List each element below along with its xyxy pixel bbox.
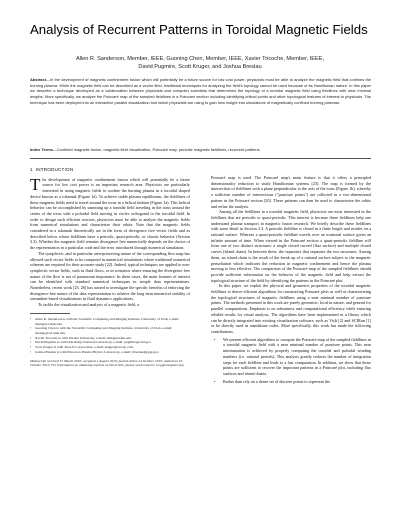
abstract-text: —In the development of magnetic confinement fusion which will potentially be a future source for low cost power, physicists must be able to analyze the magnetic field that confines the burning plasma. While the magnetic field can be described as a vector field, traditional techniques for analyzing the field's topology cannot be used because of its Hamiltonian nature. In this paper we describe a technique developed as a collaboration between physicists and computer scientists that determines the topology of a toroidal magnetic field using fieldlines with near minimal lengths. More specifically, we analyze the Poincaré map of the sampled fieldlines in a Poincaré section including identifying critical points and other topological features of interest to physicists. The technique has been deployed into an interactive parallel visualization tool which physicists are using to gain new insight into simulations of magnetically confined burning plasmas. (30, 77, 371, 105)
list-item: • We present efficient algorithms to compute the Poincaré map of the sampled fieldlines in a toroidal magnetic field with a near minimal number of puncture points. This near minimization is achieved by properly computing the toroidal and poloidal winding numbers (i.e. rational periods). This analysis greatly reduces the number of integration steps for each fieldline and leads to a fast computation. In addition, we show that those points are sufficient to recover the important patterns in a Poincaré plot, including flux surfaces and island chains. (211, 337, 371, 377)
index-terms-label: Index Terms (30, 147, 53, 152)
author-line-1: Allen R. Sanderson, Member, IEEE, Guoning Chen, Member, IEEE, Xavier Tricoche, Member, IEEE, (75, 56, 325, 62)
index-terms (30, 147, 371, 153)
bullet-icon: • (30, 345, 32, 350)
author-footnotes (30, 317, 190, 355)
author-line-2: David Pugmire, Scott Kruger, and Joshua Breslau (138, 63, 262, 70)
section-number: 1 (30, 167, 33, 172)
footnote-item: • David Pugmire is with Oak Ridge National Laboratory, e-mail: pugmire@ornl.gov. (30, 340, 152, 345)
list-item: • Rather than rely on a dense set of discrete points to represent the (211, 379, 371, 385)
bullet-icon: • (214, 336, 216, 342)
right-paragraph-3: In this paper, we exploit the physical and geometric properties of the toroidal magnetic fieldlines to derive efficient algorithms for constructing Poincaré plots as well as characterizing the topological structures of magnetic fieldlines using a near minimal number of puncture points. The methods presented in this work are purely geometric, local in nature, and general for parallel computations. Emphasis is on robustness and computational efficiency while ensuring reliable results for visual analysis. The algorithms have been implemented in a library which can be directly integrated into existing visualization software, such as VisIt [2] and SCIRun [1] or be directly used as standalone codes. More specifically, this work has made the following contributions. (211, 283, 371, 334)
bullet-icon: • (30, 340, 32, 345)
footnote-item: • Xavier Tricoche is with Purdue University, e-mail: xmt@purdue.edu. (30, 335, 132, 340)
publication-note: Manuscript received 31 March 2010; accepted 1 August 2010; posted online 24 October 2010; mailed on 16 October 2010. For information on obtaining reprints of this article, please send email to: tvcg@computer.org. (30, 358, 185, 368)
dropcap: T (30, 174, 41, 194)
left-column (30, 167, 190, 368)
section-title: INTRODUCTION (35, 167, 74, 172)
bullet-icon: • (30, 335, 32, 340)
intro-paragraph-2: The symplectic, and in particular area-preserving nature of the corresponding flow map has allowed such vector fields to be computed in numerical simulations where traditional numerical schemes are required for their accurate study [22]. Indeed, typical techniques are applied to non-symplectic vector fields, such as fluid flows, or in scenarios where ensuring the divergence free nature of the flow is not of paramount importance. In these cases, the main features of interest can be identified with standard numerical techniques in simple data representations. Nonetheless, recent work [25, 26] has started to investigate the specific benefits of enforcing the divergence-free nature of the data representation to achieve the long term numerical stability of streamline-based visualizations in fluid dynamics applications. (30, 250, 190, 302)
right-column (211, 175, 371, 384)
intro-paragraph-1 (30, 174, 190, 251)
author-list (30, 56, 370, 71)
bullet-icon: • (30, 349, 32, 354)
footnote-item: • Joshua Breslau is with Princeton Plasma Physics Laboratory, e-mail: jbreslau@pppl.gov. (30, 349, 160, 354)
intro-paragraph-1-text: he development of magnetic confinement fusion which will potentially be a future source for low cost power is an important research area. Physicists are particularly interested in using magnetic fields to confine the burning plasma in a toroidal shaped device known as a tokamak (Figure 1a). To achieve stable plasma equilibrium, the fieldlines of these magnetic fields need to travel around the torus in a helical fashion (Figure 1a). This helical behavior can be accomplished by summing up a toroidal field traveling in the torus around the center of the torus with a poloidal field moving in circles orthogonal to the toroidal field. In order to design such efficient reactors, physicists must be able to analyze the magnetic fields from numerical simulations and characterize their orbits. Note that the magnetic fields considered in a tokamak theoretically are in the form of divergence free vector fields and as described below whose fieldlines have a periodic, quasi-periodic, or chaotic behavior (Section 3.3). Whether the magnetic field remains divergence free numerically depends on the choice of the representation in a particular code and the error introduced through numerical simulation. (30, 176, 190, 251)
right-paragraph-2: Among all the fieldlines in a toroidal magnetic field, physicists are most interested in the fieldlines that are periodic or quasi-periodic. This interest is because these fieldlines help one understand plasma transport in magnetic fusion research. We briefly describe these fieldlines with more detail in Section 3.3. A periodic fieldline is closed in a finite length and resides on a rational surface. Whereas a quasi-periodic fieldline travels over an irrational surface given an infinite amount of time. When viewed in the Poincaré section a quasi-periodic fieldline will form one of two distinct structures: a single closed curved (flux surface) and multiple closed curves (island chain). In between these, the separatrix that separates the two structures. Among them, an island chain is the result of the break up of a rational surface subject to the magnetic perturbation which indicates the reduction in magnetic confinement and hence the plasma moving to less effective. The comparison of the Poincaré map of the sampled fieldlines should provide sufficient information on the behavior of the magnetic field and help extract the topological structure of the field by identifying the patterns in the Poincaré plot. (211, 209, 371, 283)
bullet-icon: • (214, 378, 216, 384)
contribution-list (211, 337, 371, 385)
paper-title: Analysis of Recurrent Patterns in Toroidal Magnetic Fields (30, 22, 368, 37)
bullet-icon: • (30, 316, 32, 321)
abstract (30, 77, 371, 105)
index-terms-text: —Confined magnetic fusion, magnetic field visualization, Poincaré map, periodic magnetic fieldlines, recurrent patterns. (52, 147, 261, 152)
footnote-item: • Guoning Chen is with the Scientific Computing and Imaging Institute, University of Utah, e-mail: chengu@sci.utah.edu. (30, 326, 173, 335)
footnote-item: • Scott Kruger is with Tech-X Corporation, e-mail: kruger@txcorp.com. (30, 345, 134, 350)
intro-paragraph-3: To tackle the visualization and analysis of a magnetic field, a (38, 302, 140, 308)
abstract-label: Abstract (30, 77, 46, 82)
right-paragraph-1: Poincaré map is used. The Poincaré map's main feature is that it offers a principled dimensionality reduction to study Hamiltonian systems [23]. The map is formed by the intersection of fieldlines with a plane perpendicular to the axis of the torus (Figure 1b), whereby a sufficient number of intersections ("puncture points") are collected in a two-dimensional pattern in the Poincaré section [20]. These patterns can then be used to characterize the orbits and refine the analysis. (211, 175, 371, 209)
header-divider (30, 158, 371, 159)
bullet-icon: • (30, 326, 32, 331)
footnote-item: • Allen R. Sanderson is with the Scientific Computing and Imaging Institute, University of Utah, e-mail: allen@sci.utah.edu. (30, 316, 180, 326)
section-heading (30, 167, 190, 173)
footnote-divider (30, 313, 70, 314)
